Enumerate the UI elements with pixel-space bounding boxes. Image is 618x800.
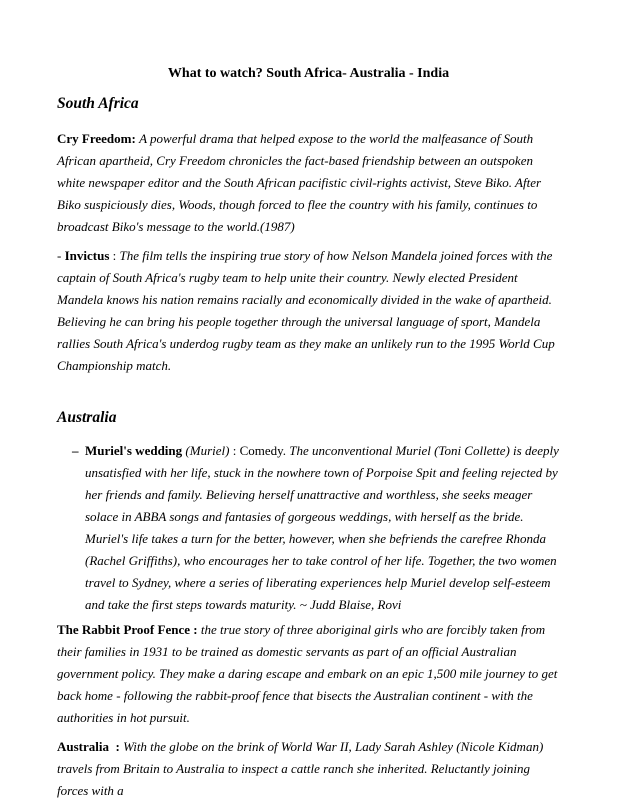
paragraph-rabbit-proof-fence [57, 619, 560, 729]
paragraph-cry-freedom [57, 128, 560, 238]
muriel-separator: : [229, 443, 240, 458]
document-title: What to watch? South Africa- Australia - India [167, 66, 450, 81]
muriel-genre: Comedy. [239, 443, 290, 458]
movie-description-muriels-wedding: The unconventional Muriel (Toni Collette) is deeply unsatisfied with her life, stuck in the nowhere town of Porpoise Spit and feeling rejected by her friends and family. Believing herself unattractive and worthless, she seeks meager solace in ABBA songs and fantasies of gorgeous weddings, with herself as the bride. Muriel's life takes a turn for the better, however, when she befriends the carefree Rhonda (Rachel Griffiths), who encourages her to take control of her life. Together, the two women travel to Sydney, where a series of liberating experiences help Muriel develop self-esteem and take the first steps towards maturity. ~ Judd Blaise, Rovi [85, 443, 559, 612]
invictus-separator: : [109, 248, 120, 263]
paragraph-invictus [57, 245, 560, 377]
movie-description-cry-freedom: A powerful drama that helped expose to the world the malfeasance of South African apartheid, Cry Freedom chronicles the fact-based friendship between an outspoken white newspaper editor and the South African pacifistic civil-rights activist, Steve Biko. After Biko suspiciously dies, Woods, though forced to flee the country with his family, continues to broadcast Biko's message to the world.(1987) [57, 131, 542, 234]
list-item-muriels-wedding [57, 440, 560, 616]
movie-description-australia: With the globe on the brink of World War II, Lady Sarah Ashley (Nicole Kidman) travels from Britain to Australia to inspect a cattle ranch she inherited. Reluctantly joining forces with a [57, 739, 544, 798]
movie-title-cry-freedom: Cry Freedom: [57, 131, 136, 146]
movie-title-invictus: Invictus [64, 248, 110, 263]
movie-title-rabbit-proof-fence: The Rabbit Proof Fence : [57, 622, 201, 637]
movie-description-rabbit-proof-fence: the true story of three aboriginal girls who are forcibly taken from their families in 1931 to be trained as domestic servants as part of an official Australian government policy. They make a daring escape and embark on an epic 1,500 mile journey to get back home - following the rabbit-proof fence that bisects the Australian continent - with the authorities in hot pursuit. [57, 622, 558, 725]
movie-title-australia: Australia : [57, 739, 124, 754]
muriel-alt-title: (Muriel) [182, 443, 230, 458]
paragraph-australia-film [57, 736, 560, 800]
movie-title-muriels-wedding: Muriel's wedding [85, 443, 183, 458]
bullet-dash-icon: – [72, 443, 79, 458]
section-heading-south-africa: South Africa [57, 95, 139, 112]
invictus-dash: - [57, 248, 65, 263]
section-heading-australia: Australia [57, 409, 117, 426]
movie-description-invictus: The film tells the inspiring true story of how Nelson Mandela joined forces with the captain of South Africa's rugby team to help unite their country. Newly elected President Mandela knows his nation remains racially and economically divided in the wake of apartheid. Believing he can bring his people together through the universal language of sport, Mandela rallies South Africa's underdog rugby team as they make an unlikely run to the 1995 World Cup Championship match. [57, 248, 555, 373]
